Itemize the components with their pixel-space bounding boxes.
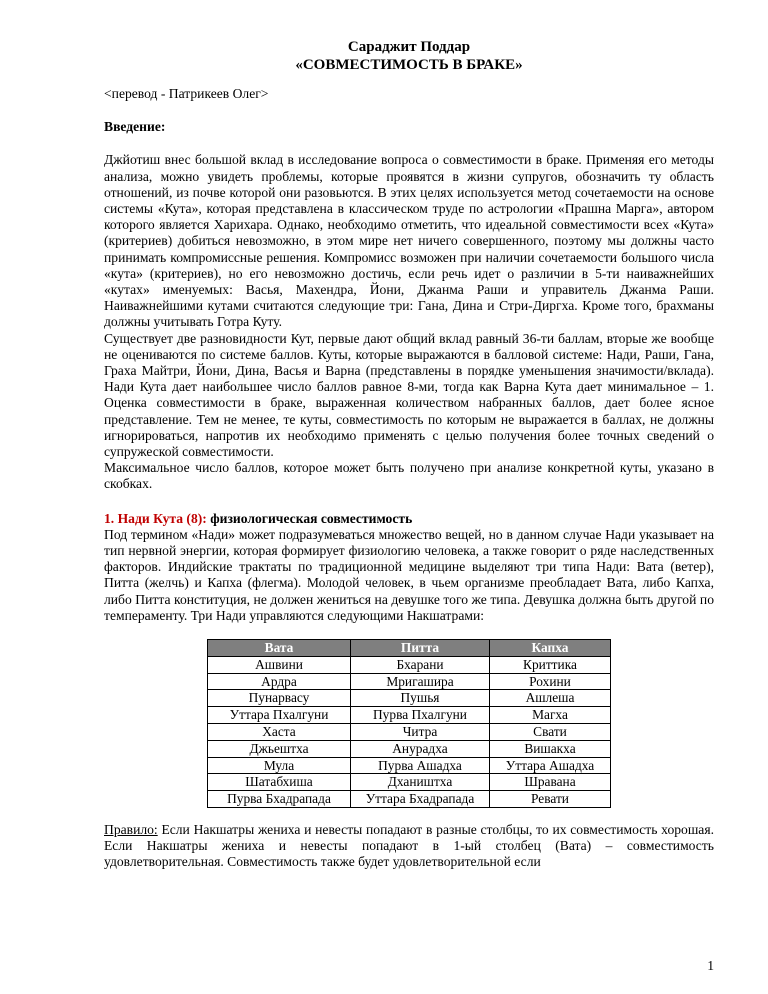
author-name: Сараджит Поддар — [347, 39, 471, 55]
table-cell: Криттика — [490, 656, 611, 673]
rule-label: Правило: — [104, 822, 158, 838]
nadi-table-header-row — [208, 640, 611, 657]
table-row — [208, 707, 611, 724]
table-row — [208, 690, 611, 707]
rule-paragraph — [104, 822, 714, 871]
table-cell: Пурва Ашадха — [351, 757, 490, 774]
table-row — [208, 724, 611, 741]
section-nadi-number: 1. Нади Кута (8): — [104, 510, 207, 526]
section-nadi-heading — [104, 511, 714, 527]
table-cell: Ашлеша — [490, 690, 611, 707]
table-row — [208, 791, 611, 808]
table-cell: Вишакха — [490, 740, 611, 757]
table-cell: Уттара Ашадха — [490, 757, 611, 774]
table-cell: Рохини — [490, 673, 611, 690]
document-title: «СОВМЕСТИМОСТЬ В БРАКЕ» — [295, 57, 523, 73]
translator-note: <перевод - Патрикеев Олег> — [104, 86, 269, 101]
intro-heading: Введение: — [104, 119, 166, 135]
table-row — [208, 656, 611, 673]
table-cell: Читра — [351, 724, 490, 741]
intro-paragraph-1: Джйотиш внес большой вклад в исследование вопроса о совместимости в браке. Применяя его методы анализа, можно увидеть проблемы, которые проявятся в жизни супругов, обозначить ту область отношений, из почве которой они разовьются. В этих целях используется метод сочетаемости на основе системы «Кута», которая представлена в классическом труде по астрологии «Прашна Марга», автором которого является Харихара. Однако, необходимо отметить, что идеальной совместимости всех «Кута» (критериев) добиться невозможно, в этом мире нет ничего совершенного, поэтому мы должны часто принимать компромиссные решения. Компромисс возможен при наличии сочетаемости большого числа «кута» (критериев), но его невозможно достичь, если речь идет о различии в 5-ти наиважнейших «кутах» именуемых: Васья, Махендра, Йони, Джанма Раши и управитель Джанма Раши. Наиважнейшими кутами считаются следующие три: Гана, Дина и Стри-Диргха. Кроме того, брахманы должны учитывать Готра Куту. — [104, 152, 714, 330]
intro-paragraph-3: Максимальное число баллов, которое может быть получено при анализе конкретной куты, указано в скобках. — [104, 460, 714, 492]
table-cell: Пушья — [351, 690, 490, 707]
table-cell: Мула — [208, 757, 351, 774]
table-cell: Хаста — [208, 724, 351, 741]
document-page — [104, 38, 714, 871]
table-cell: Ревати — [490, 791, 611, 808]
section-nadi-subtitle: физиологическая совместимость — [210, 510, 413, 526]
table-cell: Бхарани — [351, 656, 490, 673]
table-cell: Уттара Пхалгуни — [208, 707, 351, 724]
table-row — [208, 673, 611, 690]
table-cell: Ашвини — [208, 656, 351, 673]
table-cell: Мригашира — [351, 673, 490, 690]
nadi-header-pitta: Питта — [351, 640, 490, 657]
table-cell: Ардра — [208, 673, 351, 690]
section-nadi-paragraph: Под термином «Нади» может подразумеваться множество вещей, но в данном случае Нади указывает на тип нервной энергии, которая формирует физиологию человека, а также говорит о ряде наследственных факторов. Индийские трактаты по традиционной медицине выделяют три типа Нади: Вата (ветер), Питта (желчь) и Капха (флегма). Молодой человек, в чьем организме преобладает Вата, либо Капха, либо Питта конституция, не должен жениться на девушке того же типа. Девушка должна быть другой по темпераменту. Три Нади управляются следующими Накшатрами: — [104, 526, 714, 623]
table-cell: Джьештха — [208, 740, 351, 757]
table-cell: Пурва Бхадрапада — [208, 791, 351, 808]
nadi-header-kapha: Капха — [490, 640, 611, 657]
table-cell: Дхаништха — [351, 774, 490, 791]
rule-text: Если Накшатры жениха и невесты попадают в разные столбцы, то их совместимость хорошая. Если Накшатры жениха и невесты попадают в 1-ый столбец (Вата) – совместимость удовлетворительная. Совместимость также будет удовлетворительной если — [104, 822, 714, 870]
table-row — [208, 774, 611, 791]
table-cell: Магха — [490, 707, 611, 724]
table-row — [208, 757, 611, 774]
table-cell: Пунарвасу — [208, 690, 351, 707]
table-cell: Шатабхиша — [208, 774, 351, 791]
table-row — [208, 740, 611, 757]
table-cell: Свати — [490, 724, 611, 741]
table-cell: Анурадха — [351, 740, 490, 757]
intro-paragraph-2: Существует две разновидности Кут, первые дают общий вклад равный 36-ти баллам, вторые же вообще не оцениваются по системе баллов. Куты, которые выражаются в балловой системе: Нади, Раши, Гана, Граха Майтри, Йони, Дина, Васья и Варна (представлены в порядке уменьшения значимости/вклада). Нади Кута дает наибольшее число баллов равное 8-ми, тогда как Варна Кута дает минимальное – 1. Оценка совместимости в браке, выраженная количеством набранных баллов, дает более ясное представление. Тем не менее, те куты, совместимость по которым не выражается в баллах, не должны игнорироваться, напротив их необходимо применять с целью получения более точных сведений о супружеской совместимости. — [104, 330, 714, 460]
page-number: 1 — [707, 958, 714, 973]
nadi-table — [207, 639, 611, 808]
table-cell: Шравана — [490, 774, 611, 791]
nadi-header-vata: Вата — [208, 640, 351, 657]
table-cell: Пурва Пхалгуни — [351, 707, 490, 724]
table-cell: Уттара Бхадрапада — [351, 791, 490, 808]
